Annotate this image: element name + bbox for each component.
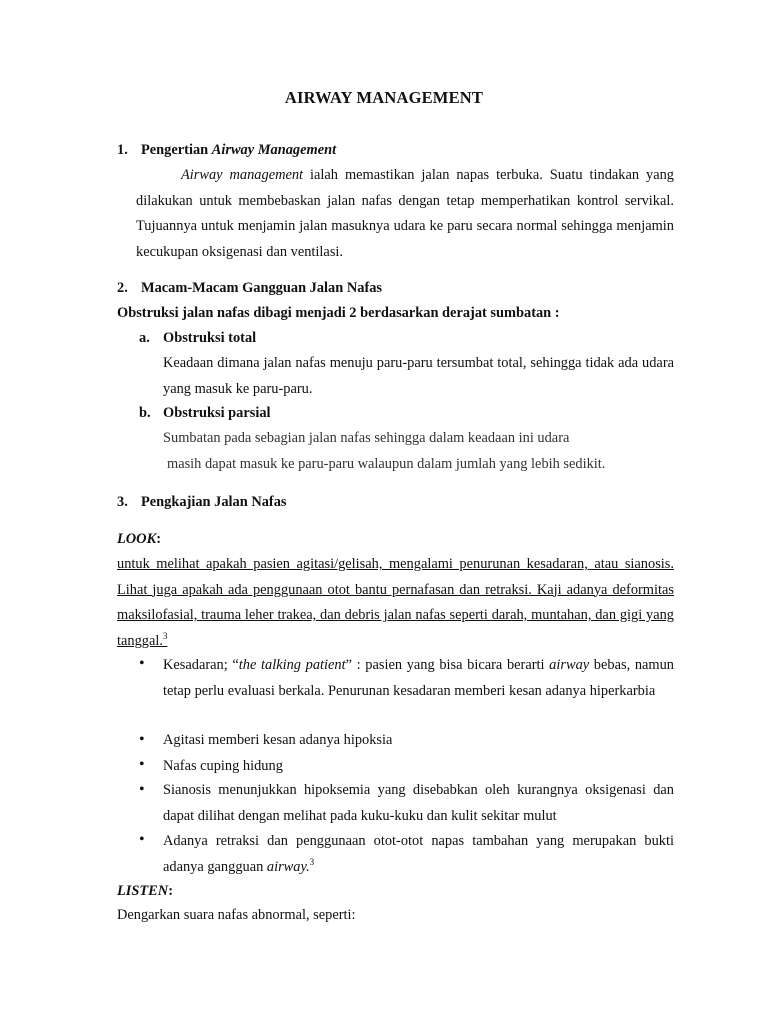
bullet-5-icon: •: [139, 831, 145, 848]
section-1-number: 1.: [117, 142, 128, 158]
section-2-number: 2.: [117, 280, 128, 296]
bullet-5-text: [163, 829, 674, 880]
bullet-1-mid: ” : pasien yang bisa bicara berarti: [345, 657, 550, 673]
listen-label-text: LISTEN: [117, 883, 169, 899]
bullet-3-icon: •: [139, 756, 145, 773]
subitem-a-label: a.: [139, 330, 150, 346]
look-label: [117, 531, 161, 548]
bullet-4-icon: •: [139, 781, 145, 798]
subitem-b-label: b.: [139, 405, 151, 421]
section-1-paragraph: [136, 163, 674, 265]
subitem-b-title: Obstruksi parsial: [163, 405, 271, 421]
section-1-para-italic: Airway management: [181, 167, 304, 183]
section-3-heading-text: Pengkajian Jalan Nafas: [141, 494, 287, 510]
section-1-heading-italic: Airway Management: [211, 142, 337, 158]
subitem-a-title: Obstruksi total: [163, 330, 257, 346]
document-title: AIRWAY MANAGEMENT: [284, 88, 484, 107]
bullet-2-text: Agitasi memberi kesan adanya hipoksia: [163, 732, 393, 748]
subitem-b-line-2: masih dapat masuk ke paru-paru walaupun dalam jumlah yang lebih sedikit.: [167, 456, 606, 472]
bullet-1-rest: bebas, namun tetap perlu evaluasi berkala. Penurunan kesadaran memberi kesan adanya hiperkarbia: [163, 657, 674, 699]
bullet-2-icon: •: [139, 731, 145, 748]
bullet-1-italic: the talking patient: [238, 657, 346, 673]
section-3-heading: [117, 494, 287, 511]
look-label-text: LOOK: [117, 531, 157, 547]
bullet-1-text: [163, 653, 674, 704]
section-3-number: 3.: [117, 494, 128, 510]
look-citation: 3: [162, 630, 168, 641]
section-2-intro: Obstruksi jalan nafas dibagi menjadi 2 berdasarkan derajat sumbatan :: [117, 305, 560, 321]
subitem-b-line-1: Sumbatan pada sebagian jalan nafas sehingga dalam keadaan ini udara: [163, 430, 570, 446]
bullet-4-text: Sianosis menunjukkan hipoksemia yang disebabkan oleh kurangnya oksigenasi dan dapat dilihat dengan melihat pada kuku-kuku dan kulit sekitar mulut: [163, 782, 674, 824]
listen-text: Dengarkan suara nafas abnormal, seperti:: [117, 907, 356, 923]
bullet-5-italic: airway.: [266, 858, 310, 875]
subitem-a-heading: [139, 330, 256, 347]
look-colon: :: [156, 531, 161, 547]
bullet-1-pre: Kesadaran; “: [163, 657, 239, 673]
subitem-b-heading: [139, 405, 271, 422]
look-paragraph: [117, 552, 674, 654]
bullet-1-italic-2: airway: [549, 657, 590, 673]
section-2-heading: [117, 280, 382, 297]
bullet-5-pre: Adanya retraksi dan penggunaan otot-otot napas tambahan yang merupakan bukti adanya gangguan: [163, 833, 674, 875]
bullet-3-text: Nafas cuping hidung: [163, 758, 283, 774]
listen-label: [117, 883, 173, 900]
section-1-para-text: ialah memastikan jalan napas terbuka. Suatu tindakan yang dilakukan untuk membebaskan jalan nafas dengan tetap memperhatikan kontrol servikal. Tujuannya untuk menjamin jalan masuknya udara ke paru secara normal sehingga menjamin kecukupan oksigenasi dan ventilasi.: [136, 167, 674, 260]
look-paragraph-text: untuk melihat apakah pasien agitasi/gelisah, mengalami penurunan kesadaran, atau sianosis. Lihat juga apakah ada penggunaan otot bantu pernafasan dan retraksi. Kaji adanya deformitas maksilofasial, trauma leher trakea, dan debris jalan nafas seperti darah, muntahan, dan gigi yang tanggal.: [117, 556, 674, 649]
section-1-heading-text: Pengertian: [141, 142, 212, 158]
listen-colon: :: [168, 883, 173, 899]
bullet-5-citation: 3: [309, 856, 315, 867]
section-2-heading-text: Macam-Macam Gangguan Jalan Nafas: [141, 280, 383, 296]
bullet-1-icon: •: [139, 655, 145, 672]
section-1-heading: [117, 142, 336, 159]
subitem-a-text: Keadaan dimana jalan nafas menuju paru-paru tersumbat total, sehingga tidak ada udara yang masuk ke paru-paru.: [163, 355, 674, 397]
